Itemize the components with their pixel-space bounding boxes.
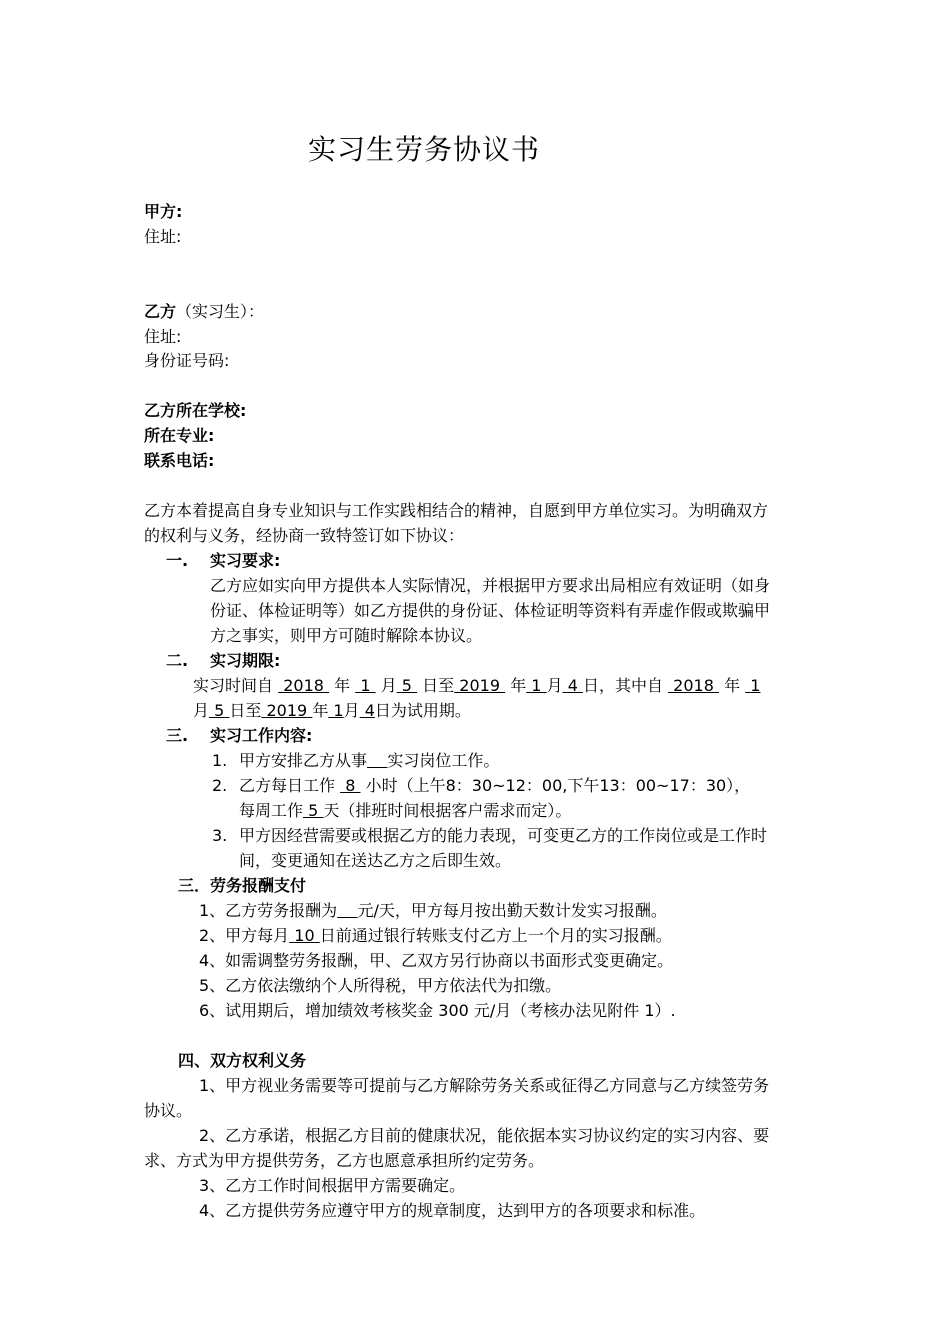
text-segment: 实习岗位工作。 [387, 751, 500, 770]
party-b-id-number: 身份证号码: [144, 351, 230, 370]
party-a-address: 住址: [144, 227, 182, 246]
start-month: 1 [360, 676, 371, 695]
section4-item4: 4、如需调整劳务报酬，甲、乙双方另行协商以书面形式变更确定。 [199, 951, 674, 970]
section3-item3-line2: 间，变更通知在送达乙方之后即生效。 [239, 851, 512, 870]
text-segment: 年 [334, 676, 351, 695]
text-segment: 月 [343, 701, 360, 720]
end-year: 2019 [459, 676, 500, 695]
section4-heading: 三．劳务报酬支付 [178, 876, 307, 895]
text-segment: 元/天，甲方每月按出勤天数计发实习报酬。 [357, 901, 667, 920]
section1-line-2: 份证、体检证明等）如乙方提供的身份证、体检证明等资料有弄虚作假或欺骗甲 [210, 601, 771, 620]
text-segment: 日，其中自 [582, 676, 663, 695]
text-segment: 甲方安排乙方从事 [239, 751, 368, 770]
section3-item1 [239, 749, 499, 773]
section5-item1-line2: 协议。 [144, 1101, 193, 1120]
section5-item2-line2: 求、方式为甲方提供劳务，乙方也愿意承担所约定劳务。 [144, 1151, 545, 1170]
start-year: 2018 [283, 676, 324, 695]
end-month: 1 [531, 676, 542, 695]
section3-item2-line1 [239, 774, 750, 798]
trial-start-month: 1 [750, 676, 761, 695]
section4-item1 [199, 899, 667, 923]
section3-item3-number: 3. [212, 826, 228, 845]
text-segment: 月 [380, 676, 397, 695]
text-segment: 日至 [229, 701, 262, 720]
daily-wage-blank [337, 901, 357, 920]
text-segment: 日前通过银行转账支付乙方上一个月的实习报酬。 [319, 926, 672, 945]
party-b-school: 乙方所在学校: [144, 401, 247, 420]
section3-item1-number: 1. [212, 751, 228, 770]
section5-item1-line1: 1、甲方视业务需要等可提前与乙方解除劳务关系或征得乙方同意与乙方续签劳务 [199, 1076, 770, 1095]
section5-item3: 3、乙方工作时间根据甲方需要确定。 [199, 1176, 466, 1195]
party-b-major: 所在专业: [144, 426, 215, 445]
section2-number: 二. [166, 651, 189, 670]
party-b-address: 住址: [144, 327, 182, 346]
section4-item6: 6、试用期后，增加绩效考核奖金 300 元/月（考核办法见附件 1）. [199, 1001, 676, 1020]
section3-item2-line2 [239, 799, 571, 823]
section3-item2-number: 2. [212, 776, 228, 795]
party-b-label-note: （实习生）： [176, 302, 265, 321]
trial-end-day: 4 [364, 701, 375, 720]
text-segment: 实习时间自 [193, 676, 274, 695]
trial-start-day: 5 [214, 701, 225, 720]
daily-hours: 8 [345, 776, 356, 795]
section5-item4: 4、乙方提供劳务应遵守甲方的规章制度，达到甲方的各项要求和标准。 [199, 1201, 706, 1220]
pay-day: 10 [294, 926, 315, 945]
section1-line-3: 方之事实，则甲方可随时解除本协议。 [210, 626, 483, 645]
party-b-label: 乙方 [144, 302, 177, 321]
text-segment: 日为试用期。 [374, 701, 471, 720]
end-day: 4 [567, 676, 578, 695]
text-segment: 每周工作 [239, 801, 304, 820]
text-segment: 月 [546, 676, 563, 695]
trial-end-month: 1 [333, 701, 344, 720]
section4-item2 [199, 924, 672, 948]
section1-number: 一. [166, 551, 189, 570]
party-b-heading [144, 300, 264, 324]
text-segment: 小时（上午8：30~12：00,下午13：00~17：30）， [365, 776, 751, 795]
section3-number: 三. [166, 726, 189, 745]
text-segment: 月 [193, 701, 210, 720]
section2-heading: 实习期限: [210, 651, 281, 670]
party-a-label: 甲方: [144, 202, 183, 221]
text-segment: 天（排班时间根据客户需求而定）。 [323, 801, 572, 820]
internship-period-line-1 [193, 674, 760, 698]
trial-start-year: 2018 [673, 676, 714, 695]
weekly-days: 5 [308, 801, 319, 820]
section5-item2-line1: 2、乙方承诺，根据乙方目前的健康状况，能依据本实习协议约定的实习内容、要 [199, 1126, 770, 1145]
party-b-phone: 联系电话: [144, 451, 215, 470]
section5-heading: 四、双方权利义务 [178, 1051, 307, 1070]
intro-line-2: 的权利与义务，经协商一致特签订如下协议： [144, 526, 465, 545]
text-segment: 1、乙方劳务报酬为 [199, 901, 338, 920]
text-segment: 年 [724, 676, 741, 695]
internship-period-line-2 [193, 699, 471, 723]
section3-heading: 实习工作内容: [210, 726, 313, 745]
text-segment: 2、甲方每月 [199, 926, 290, 945]
position-blank [367, 751, 387, 770]
section3-item3-line1: 甲方因经营需要或根据乙方的能力表现，可变更乙方的工作岗位或是工作时 [239, 826, 768, 845]
text-segment: 年 [510, 676, 527, 695]
text-segment: 年 [312, 701, 329, 720]
document-title: 实习生劳务协议书 [308, 133, 541, 166]
text-segment: 日至 [422, 676, 455, 695]
text-segment: 乙方每日工作 [239, 776, 336, 795]
trial-end-year: 2019 [266, 701, 308, 720]
section4-item5: 5、乙方依法缴纳个人所得税，甲方依法代为扣缴。 [199, 976, 562, 995]
section1-line-1: 乙方应如实向甲方提供本人实际情况，并根据甲方要求出局相应有效证明（如身 [210, 576, 771, 595]
section1-heading: 实习要求: [210, 551, 281, 570]
start-day: 5 [401, 676, 412, 695]
intro-line-1: 乙方本着提高自身专业知识与工作实践相结合的精神，自愿到甲方单位实习。为明确双方 [144, 501, 769, 520]
